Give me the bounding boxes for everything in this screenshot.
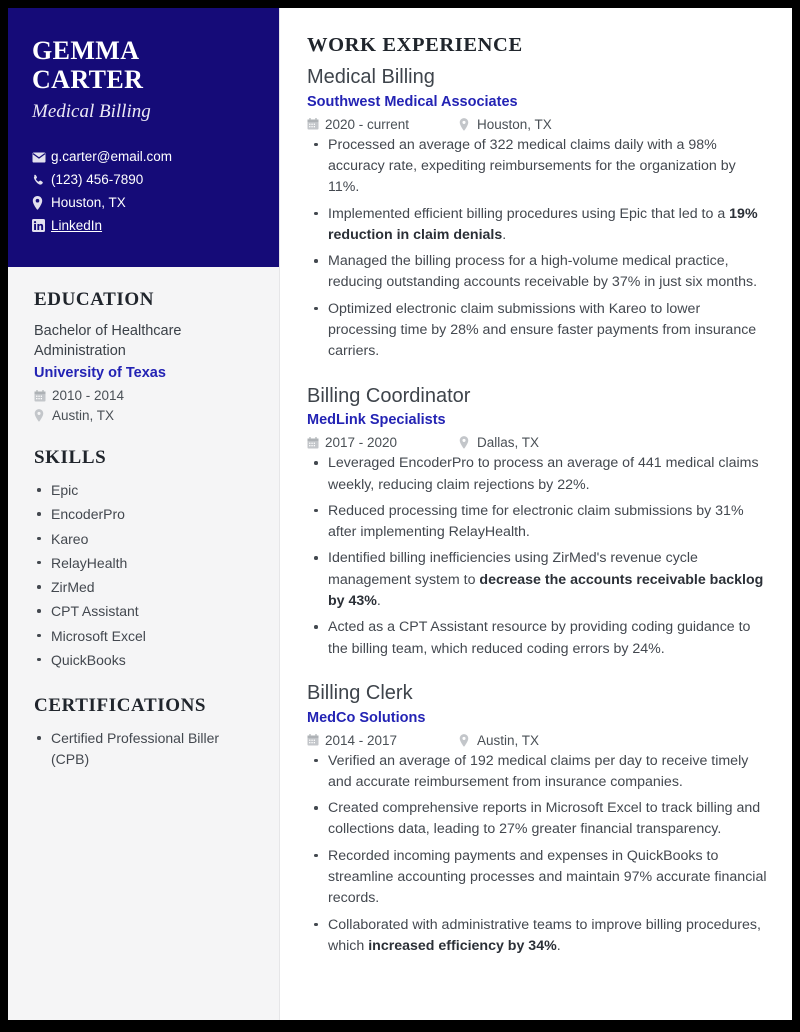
skills-section [34, 447, 255, 671]
calendar-icon [307, 437, 325, 449]
certifications-section [34, 695, 255, 771]
contact-email-text: g.carter@email.com [51, 149, 172, 165]
list-item: Managed the billing process for a high-volume medical practice, reducing outstanding accounts receivable by 37% in just six months. [307, 251, 768, 294]
list-item: EncoderPro [34, 504, 255, 525]
education-heading: EDUCATION [34, 289, 155, 311]
list-item: Acted as a CPT Assistant resource by providing coding guidance to the billing team, which reduced coding errors by 24%. [307, 617, 768, 660]
list-item: Recorded incoming payments and expenses in QuickBooks to streamline accounting processes and maintain 97% accurate financial records. [307, 846, 768, 910]
skills-heading: SKILLS [34, 447, 107, 469]
envelope-icon [32, 152, 51, 163]
education-school: University of Texas [34, 365, 166, 382]
contact-email [32, 150, 255, 165]
map-pin-icon [459, 734, 477, 747]
calendar-icon [307, 118, 325, 130]
calendar-icon [34, 390, 52, 402]
map-pin-icon [459, 118, 477, 131]
list-item: RelayHealth [34, 553, 255, 574]
contact-linkedin[interactable] [32, 219, 255, 234]
list-item: Epic [34, 480, 255, 501]
resume-page [8, 8, 792, 1020]
job-location: Houston, TX [477, 116, 552, 132]
job-location-row [459, 117, 552, 132]
job-title: Medical Billing [307, 66, 435, 88]
job-location-row [459, 733, 539, 748]
list-item: QuickBooks [34, 650, 255, 671]
job-entry [307, 681, 768, 957]
job-dates-row [307, 435, 459, 450]
list-item: Leveraged EncoderPro to process an average of 441 medical claims weekly, reducing claim rejections by 22%. [307, 453, 768, 496]
job-dates: 2020 - current [325, 116, 410, 132]
certifications-list [34, 728, 255, 771]
job-title: Billing Coordinator [307, 384, 471, 407]
sidebar-body [8, 267, 279, 793]
calendar-icon [307, 734, 325, 746]
main-content [279, 8, 792, 1020]
contact-location [32, 196, 255, 211]
job-dates-row [307, 733, 459, 748]
contact-location-text: Houston, TX [51, 194, 126, 210]
map-pin-icon [34, 409, 52, 422]
list-item: Verified an average of 192 medical claims per day to receive timely and accurate reimbursement from insurance companies. [307, 751, 768, 794]
job-meta [307, 733, 768, 748]
map-pin-icon [459, 436, 477, 449]
education-dates: 2010 - 2014 [52, 388, 125, 404]
job-bullet-list [307, 453, 768, 660]
contact-phone [32, 173, 255, 188]
job-dates-row [307, 117, 459, 132]
certifications-heading: CERTIFICATIONS [34, 695, 207, 717]
list-item: Microsoft Excel [34, 626, 255, 647]
contact-phone-text: (123) 456-7890 [51, 171, 144, 187]
job-entry [307, 384, 768, 660]
list-item: Certified Professional Biller (CPB) [34, 728, 255, 771]
job-bullet-list [307, 751, 768, 958]
list-item: Identified billing inefficiencies using ZirMed's revenue cycle management system to decrease the accounts receivable backlog by 43%. [307, 548, 768, 612]
skills-list [34, 480, 255, 671]
sidebar-header [8, 8, 279, 267]
phone-icon [32, 174, 51, 187]
list-item: Implemented efficient billing procedures using Epic that led to a 19% reduction in claim denials. [307, 204, 768, 247]
education-degree: Bachelor of Healthcare Administration [34, 323, 182, 359]
list-item: Processed an average of 322 medical claims daily with a 98% accuracy rate, expediting reimbursements for the organization by 11%. [307, 135, 768, 199]
candidate-subtitle: Medical Billing [32, 101, 151, 123]
list-item: Collaborated with administrative teams to improve billing procedures, which increased efficiency by 34%. [307, 915, 768, 958]
map-pin-icon [32, 196, 51, 210]
job-location: Austin, TX [477, 732, 540, 748]
linkedin-icon [32, 219, 51, 232]
candidate-name: GEMMA CARTER [32, 36, 144, 95]
job-dates: 2014 - 2017 [325, 732, 398, 748]
sidebar [8, 8, 279, 1020]
job-dates: 2017 - 2020 [325, 435, 398, 451]
list-item: Optimized electronic claim submissions with Kareo to lower processing time by 28% and ensure faster payments from insurance carriers. [307, 299, 768, 363]
work-experience-heading: WORK EXPERIENCE [307, 34, 523, 56]
list-item: ZirMed [34, 577, 255, 598]
job-meta [307, 435, 768, 450]
education-location-row [34, 408, 255, 423]
job-meta [307, 117, 768, 132]
job-title: Billing Clerk [307, 681, 413, 704]
job-location: Dallas, TX [477, 435, 540, 451]
education-dates-row [34, 388, 255, 403]
job-company: MedCo Solutions [307, 709, 426, 726]
contact-linkedin-text[interactable]: LinkedIn [51, 217, 103, 233]
job-location-row [459, 435, 539, 450]
job-company: Southwest Medical Associates [307, 93, 518, 110]
list-item: Kareo [34, 529, 255, 550]
list-item: Created comprehensive reports in Microsoft Excel to track billing and collections data, leading to 27% greater financial transparency. [307, 798, 768, 841]
education-section [34, 289, 255, 423]
list-item: Reduced processing time for electronic claim submissions by 31% after implementing RelayHealth. [307, 501, 768, 544]
education-location: Austin, TX [52, 408, 115, 424]
job-entry [307, 65, 768, 363]
job-company: MedLink Specialists [307, 412, 446, 429]
job-bullet-list [307, 135, 768, 363]
contact-list [32, 150, 255, 233]
list-item: CPT Assistant [34, 601, 255, 622]
